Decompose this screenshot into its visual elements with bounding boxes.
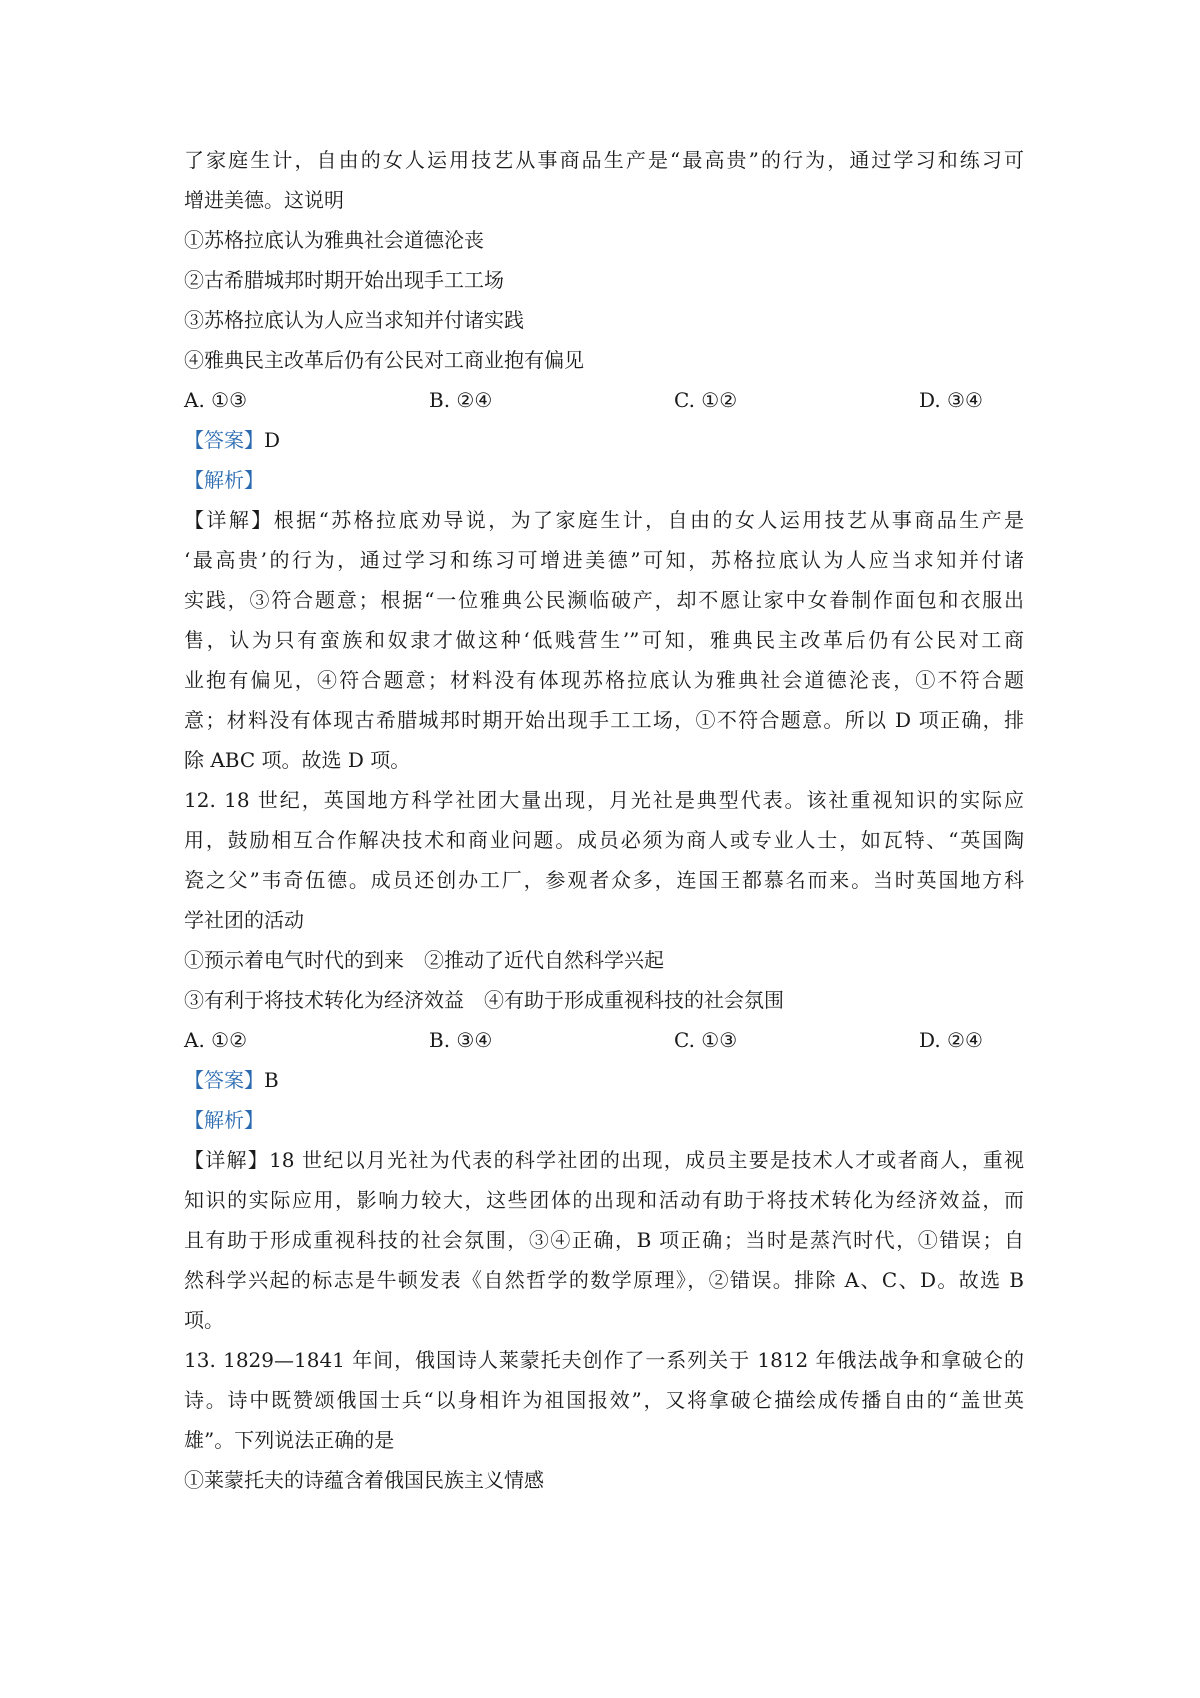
detail-text: 根据“苏格拉底劝导说，为了家庭生计，自由的女人运用技艺从事商品生产是 [273,508,1025,532]
q11-option-d: D. ③④ [919,388,983,412]
answer-tag: 【答案】 [184,428,264,452]
q11-detail-line: 业抱有偏见，④符合题意；材料没有体现苏格拉底认为雅典社会道德沦丧，①不符合题 [184,668,1024,692]
q11-detail-line: 售，认为只有蛮族和奴隶才做这种‘低贱营生’”可知，雅典民主改革后仍有公民对工商 [184,628,1024,652]
q12-answer [184,1060,1024,1100]
q11-option-c: C. ①② [674,388,738,412]
q11-item: ④雅典民主改革后仍有公民对工商业抱有偏见 [184,348,584,372]
detail-text: 18 世纪以月光社为代表的科学社团的出现，成员主要是技术人才或者商人，重视 [269,1148,1024,1172]
answer-value: B [264,1068,279,1092]
q11-detail-line: 除 ABC 项。故选 D 项。 [184,748,411,772]
answer-tag: 【答案】 [184,1068,264,1092]
q12-option-b: B. ③④ [429,1028,493,1052]
page-content [184,140,1024,1500]
q12-detail-line: 然科学兴起的标志是牛顿发表《自然哲学的数学原理》，②错误。排除 A、C、D。故选 B [184,1268,1024,1292]
q12-stem-line: 用，鼓励相互合作解决技术和商业问题。成员必须为商人或专业人士，如瓦特、“英国陶 [184,828,1024,852]
q12-detail-line [184,1140,1024,1180]
q12-stem-line: 学社团的活动 [184,908,304,932]
q11-options [184,380,1024,420]
q12-stem-line: 12. 18 世纪，英国地方科学社团大量出现，月光社是典型代表。该社重视知识的实际应 [184,788,1024,812]
q13-stem-line: 雄”。下列说法正确的是 [184,1428,395,1452]
q12-analysis [184,1100,1024,1140]
q11-detail-line: 实践，③符合题意；根据“一位雅典公民濒临破产，却不愿让家中女眷制作面包和衣服出 [184,588,1024,612]
q13-stem-line: 13. 1829—1841 年间，俄国诗人莱蒙托夫创作了一系列关于 1812 年俄法战争和拿破仑的 [184,1348,1024,1372]
q12-options [184,1020,1024,1060]
q11-item: ②古希腊城邦时期开始出现手工工场 [184,268,504,292]
answer-value: D [264,428,281,452]
q12-detail-line: 知识的实际应用，影响力较大，这些团体的出现和活动有助于将技术转化为经济效益，而 [184,1188,1024,1212]
q11-stem-line: 增进美德。这说明 [184,188,344,212]
detail-tag: 【详解】 [184,508,274,532]
q12-option-d: D. ②④ [919,1028,983,1052]
q11-option-a: A. ①③ [184,388,248,412]
q11-item: ③苏格拉底认为人应当求知并付诸实践 [184,308,524,332]
q12-option-a: A. ①② [184,1028,248,1052]
q11-detail-line: ‘最高贵’的行为，通过学习和练习可增进美德”可知，苏格拉底认为人应当求知并付诸 [184,548,1024,572]
q13-stem-line: 诗。诗中既赞颂俄国士兵“以身相许为祖国报效”，又将拿破仑描绘成传播自由的“盖世英 [184,1388,1024,1412]
q12-stem-line: 瓷之父”韦奇伍德。成员还创办工厂，参观者众多，连国王都慕名而来。当时英国地方科 [184,868,1024,892]
q11-detail-line [184,500,1024,540]
q12-item: ①预示着电气时代的到来 ②推动了近代自然科学兴起 [184,948,664,972]
q13-item: ①莱蒙托夫的诗蕴含着俄国民族主义情感 [184,1468,544,1492]
q11-stem-line: 了家庭生计，自由的女人运用技艺从事商品生产是“最高贵”的行为，通过学习和练习可 [184,148,1024,172]
analysis-tag: 【解析】 [184,468,264,492]
q11-option-b: B. ②④ [429,388,493,412]
q11-analysis [184,460,1024,500]
q12-item: ③有利于将技术转化为经济效益 ④有助于形成重视科技的社会氛围 [184,988,784,1012]
q12-detail-line: 项。 [184,1308,224,1332]
analysis-tag: 【解析】 [184,1108,264,1132]
q12-detail-line: 且有助于形成重视科技的社会氛围，③④正确，B 项正确；当时是蒸汽时代，①错误；自 [184,1228,1024,1252]
q11-answer [184,420,1024,460]
q12-option-c: C. ①③ [674,1028,738,1052]
q11-item: ①苏格拉底认为雅典社会道德沦丧 [184,228,484,252]
detail-tag: 【详解】 [184,1148,270,1172]
q11-detail-line: 意；材料没有体现古希腊城邦时期开始出现手工工场，①不符合题意。所以 D 项正确，排 [184,708,1024,732]
